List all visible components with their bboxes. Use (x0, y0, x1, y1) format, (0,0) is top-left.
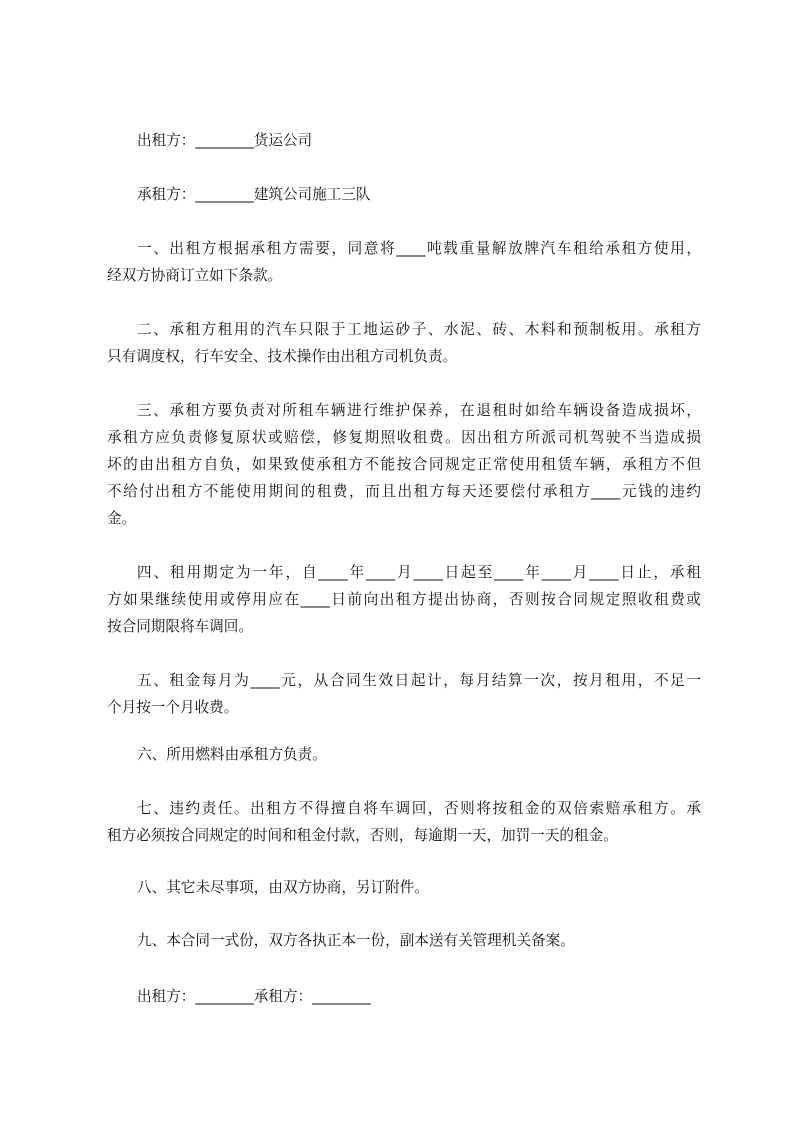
clause-8-line-1: 八、其它未尽事项，由双方协商，另订附件。 (137, 879, 429, 896)
clause-4-line-3: 按合同期限将车调回。 (107, 618, 253, 635)
clause-6-line-1: 六、所用燃料由承租方负责。 (137, 746, 327, 763)
signature-line: 出租方：________承租方：________ (137, 988, 371, 1005)
lessor-line: 出租方：________货运公司 (137, 132, 313, 149)
clause-1-line-1: 一、出租方根据承租方需要，同意将____吨载重量解放牌汽车租给承租方使用， (137, 240, 701, 257)
lessee-line: 承租方：________建筑公司施工三队 (137, 186, 371, 203)
clause-3-line-5: 金。 (107, 510, 137, 527)
clause-5-line-1: 五、租金每月为____元，从合同生效日起计，每月结算一次，按月租用，不足一 (137, 672, 701, 689)
clause-1-line-2: 经双方协商订立如下条款。 (107, 267, 283, 284)
clause-7-line-1: 七、违约责任。出租方不得擅自将车调回，否则将按租金的双倍索赔承租方。承 (137, 800, 701, 817)
clause-3-line-2: 承租方应负责修复原状或赔偿，修复期照收租费。因出租方所派司机驾驶不当造成损 (107, 429, 701, 446)
clause-7-line-2: 租方必须按合同规定的时间和租金付款，否则，每逾期一天，加罚一天的租金。 (107, 827, 618, 844)
clause-4-line-2: 方如果继续使用或停用应在____日前向出租方提出协商，否则按合同规定照收租费或 (107, 591, 701, 608)
clause-3-line-3: 坏的由出租方自负，如果致使承租方不能按合同规定正常使用租赁车辆，承租方不但 (107, 456, 701, 473)
clause-3-line-1: 三、承租方要负责对所租车辆进行维护保养，在退租时如给车辆设备造成损坏， (137, 402, 701, 419)
clause-2-line-2: 只有调度权，行车安全、技术操作由出租方司机负责。 (107, 348, 458, 365)
clause-5-line-2: 个月按一个月收费。 (107, 699, 239, 716)
clause-3-line-4: 不给付出租方不能使用期间的租费，而且出租方每天还要偿付承租方____元钱的违约 (107, 483, 701, 500)
clause-4-line-1: 四、租用期定为一年，自____年____月____日起至____年____月____日止，承租 (137, 564, 701, 581)
clause-2-line-1: 二、承租方租用的汽车只限于工地运砂子、水泥、砖、木料和预制板用。承租方 (137, 321, 701, 338)
clause-9-line-1: 九、本合同一式份，双方各执正本一份，副本送有关管理机关备案。 (137, 932, 575, 949)
